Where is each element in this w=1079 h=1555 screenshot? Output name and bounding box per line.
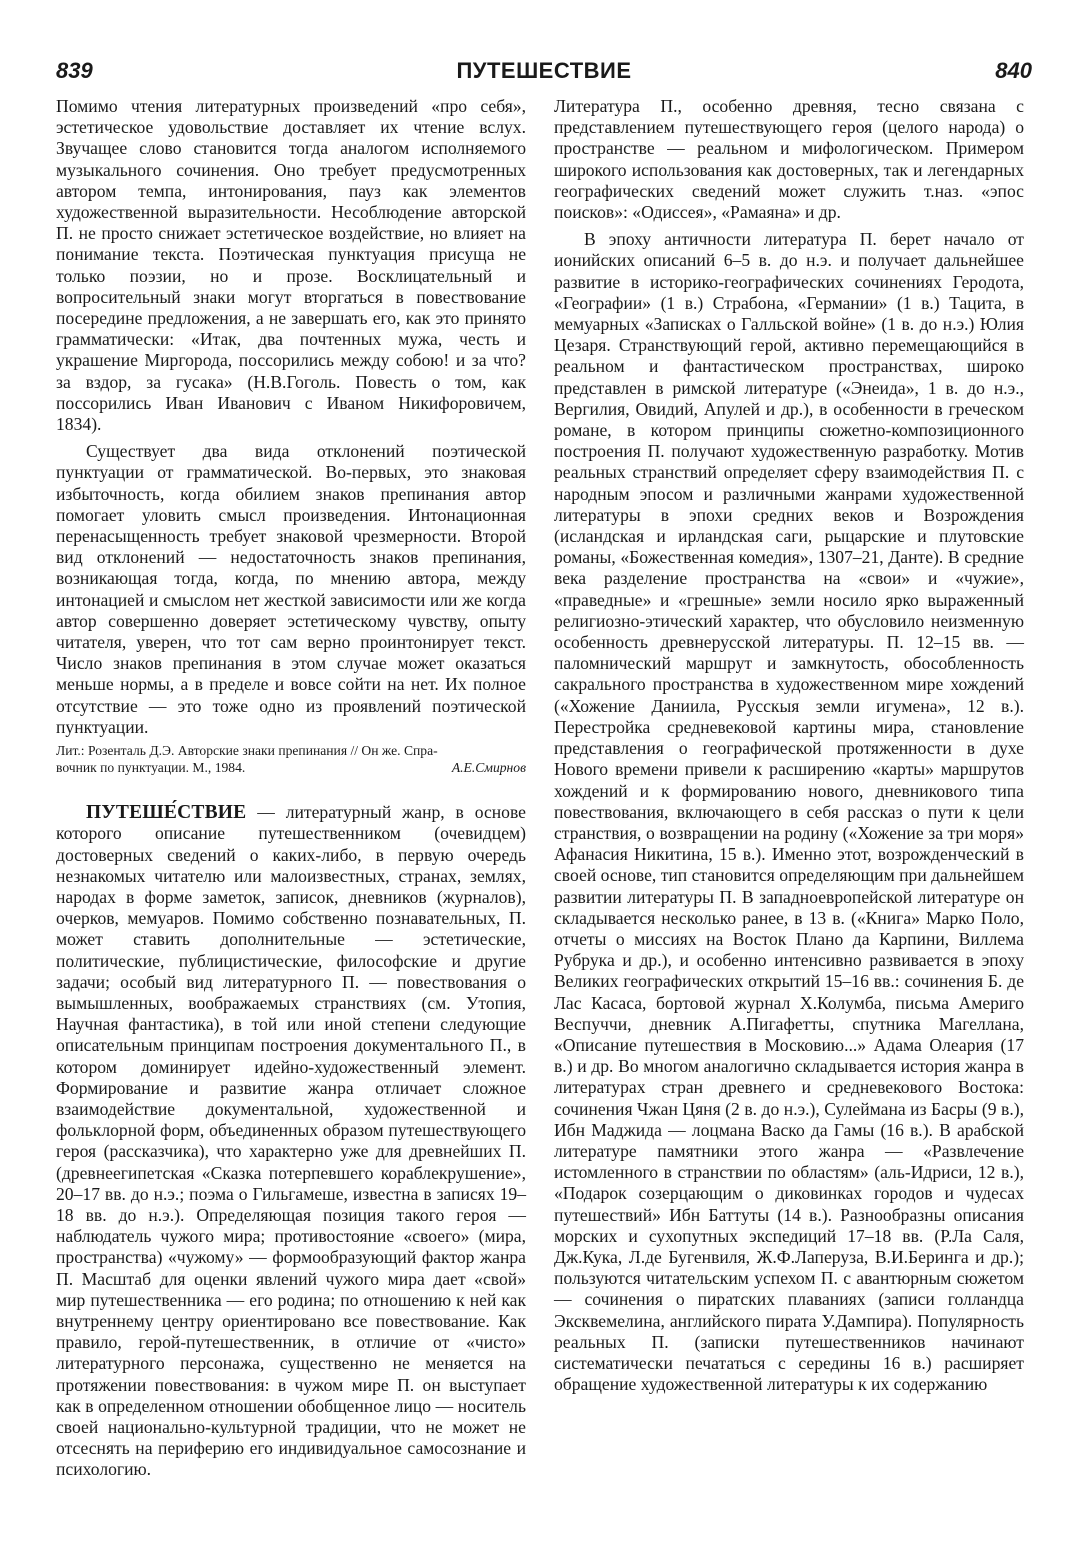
literature-line: вочник по пунктуации. М., 1984. xyxy=(56,760,246,776)
paragraph: В эпоху античности литература П. берет начало от ионийских описаний 6–5 в. до н.э. и получает дальнейшее развитие в историко-географических сочинениях Геродота, «Географии» (1 в.) Страбона, «Германии» (1 в.) Тацита, в мемуарных «Записках о Галльской войне» (1 в. до н.э.) Юлия Цезаря. Странствующий герой, активно перемещающийся в реальном и фантастическом пространствах, широко представлен в римской литературе («Энеида», 1 в. до н.э., Вергилия, Овидий, Апулей и др.), в особенности в греческом романе, в котором принципы сюжетно-композиционного построения П. получают художественную разработку. Мотив реальных странствий определяет сферу взаимодействия П. с народным эпосом и различными жанрами художественной литературы в эпохи средних веков и Возрождения (исландская и ирландская саги, рыцарские и плутовские романы, «Божественная комедия», 1307–21, Данте). В средние века разделение пространства на «свои» и «чужие», «праведные» и «грешные» земли носило ярко выраженный религиозно-этический характер, что обусловило неизменную особенность древнерусской литературы. П. 12–15 вв. — паломнический маршрут и замкнутость, обособленность сакрального пространства в художественном мире хождений («Хожение Даниила, Русскыя земли игумена», 12 в.). Перестройка средневековой картины мира, становление представления о географической протяженности в духе Нового времени привели к расширению «карты» маршрутов хождений и к формированию нового, дневникового типа повествования, включающего в себя рассказ о пути к цели странствия, о возвращении на родину («Хожение за три моря» Афанасия Никитина, 15 в.). Именно этот, возрожденческий в своей основе, тип становится определяющим при дальнейшем развитии литературы П. В западноевропейской литературе он складывается несколько ранее, в 13 в. («Книга» Марко Поло, отчеты о миссиях на Восток Плано да Карпини, Виллема Рубрука и др.), и особенно интенсивно развивается в эпоху Великих географических открытий 15–16 вв.: сочинения Б. де Лас Касаса, бортовой журнал Х.Колумба, письма Америго Веспуччи, дневник А.Пигафетты, спутника Магеллана, «Описание путешествия в Московию...» Адама Олеария (17 в.) и др. Во многом аналогично складывается история жанра в литературах стран древнего и средневекового Востока: сочинения Чжан Цяня (2 в. до н.э.), Сулеймана из Басры (9 в.), Ибн Маджида — лоцмана Васко да Гамы (16 в.). В арабской литературе памятники этого жанра — «Развлечение истомленного в странствии по областям» (аль-Идриси, 12 в.), «Подарок созерцающим о диковинках городов и чудесах путешествий» Ибн Баттуты (14 в.). Разнообразны описания морских и сухопутных экспедиций 17–18 вв. (Р.Ла Саля, Дж.Кука, Л.де Бугенвиля, Ж.Ф.Лаперуза, В.И.Беринга и др.); пользуются читательским успехом П. с авантюрным сюжетом — сочинения о пиратских плаваниях (записи голландца Эксквемелина, английского пирата У.Дампира). Популярность реальных П. (записки путешественников начинают систематически печататься с середины 16 в.) расширяет обращение художественной литературы к их содержанию xyxy=(554,229,1025,1395)
page-header xyxy=(56,56,1032,90)
article-author: А.Е.Смирнов xyxy=(451,760,526,776)
entry-text: — литературный жанр, в основе которого описание путешественником (очевидцем) достоверных сведений о каких-либо, в первую очередь незнакомых читателю или малоизвестных, странах, землях, народах в форме заметок, записок, дневников (журналов), очерков, мемуаров. Помимо собственно познавательных, П. может ставить дополнительные — эстетические, политические, публицистические, философские и другие задачи; особый вид литературного П. — повествования о вымышленных, воображаемых странствиях (см. Утопия, Научная фантастика), в той или иной степени следующие описательным принципам построения документального П., в котором доминирует идейно-художественный элемент. Формирование и развитие жанра отличает сложное взаимодействие документальной, художественной и фольклорной форм, объединенных образом путешествующего героя (рассказчика), что характерно уже для древнейших П. (древнеегипетская «Сказка потерпевшего кораблекрушение», 20–17 вв. до н.э.; поэма о Гильгамеше, известна в записях 19–18 вв. до н.э.). Определяющая позиция такого героя — наблюдатель чужого мира; противостояние «своего» (мира, пространства) «чужому» — формообразующий фактор жанра П. Масштаб для оценки явлений чужого мира дает «свой» мир путешественника — его родина; по отношению к ней как внутреннему центру ориентировано все повествование. Как правило, герой-путешественник, в отличие от «чисто» литературного персонажа, существенно не меняется на протяжении повествования: в чужом мире П. он выступает как в определенном отношении обобщенное лицо — носитель своей национально-культурной традиции, что не может не отсеснять на периферию его индивидуальное самосознание и психологию. xyxy=(56,802,526,1480)
paragraph: Литература П., особенно древняя, тесно связана с представлением путешествующего героя (целого народа) о пространстве — реальном и мифологическом. Примером широкого использования как достоверных, так и легендарных географических сведений может служить т.наз. «эпос поисков»: «Одиссея», «Рамаяна» и др. xyxy=(554,96,1024,223)
left-column xyxy=(56,96,526,1481)
entry-paragraph xyxy=(56,802,526,1481)
entry-headword: ПУТЕШЕ́СТВИЕ xyxy=(86,802,247,824)
running-title: ПУТЕШЕСТВИЕ xyxy=(456,58,632,83)
literature-line: Лит.: Розенталь Д.Э. Авторские знаки препинания // Он же. Спра- xyxy=(56,743,438,759)
page-number-left: 839 xyxy=(56,58,93,83)
literature-row xyxy=(56,759,526,776)
paragraph: Существует два вида отклонений поэтической пунктуации от грамматической. Во-первых, это знаковая избыточность, когда обилием знаков препинания автор помогает уловить смысл произведения. Интонационная перенасыщенность требует знаковой чрезмерности. Второй вид отклонений — недостаточность знаков препинания, возникающая тогда, когда, по мнению автора, между интонацией и смыслом нет жесткой зависимости или же когда автор совершенно доверяет эстетическому чувству, опыту читателя, уверен, что тот сам верно проинтонирует текст. Число знаков препинания в этом случае может оказаться меньше нормы, а в пределе и вовсе сойти на нет. Их полное отсутствие — это тоже одно из проявлений поэтической пунктуации. xyxy=(56,441,526,737)
page-number-right: 840 xyxy=(995,58,1032,83)
literature-reference xyxy=(56,742,526,776)
right-column xyxy=(554,96,1024,1395)
paragraph: Помимо чтения литературных произведений «про себя», эстетическое удовольствие доставляет их чтение вслух. Звучащее слово становится тогда аналогом исполняемого музыкального сочинения. Оно требует предусмотренных автором темпа, интонирования, пауз как элементов художественной выразительности. Несоблюдение авторской П. не просто снижает эстетическое воздействие, но влияет на понимание текста. Поэтическая пунктуация присуща не только поэзии, но и прозе. Восклицательный и вопросительный знаки могут вторгаться в повествование посередине предложения, а не завершать его, как это принято грамматически: «Итак, два почтенных мужа, честь и украшение Миргорода, поссорились между собою! и за что? за вздор, за гусака» (Н.В.Гоголь. Повесть о том, как поссорились Иван Иванович с Иваном Никифоровичем, 1834). xyxy=(56,96,526,435)
